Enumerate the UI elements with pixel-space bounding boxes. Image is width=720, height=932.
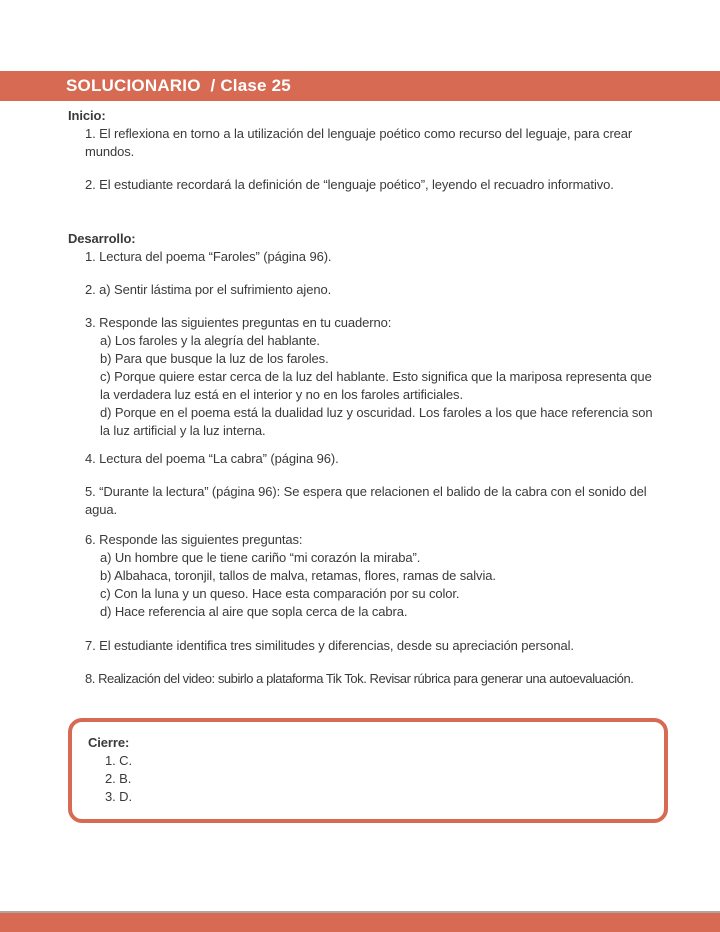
inicio-item-1: 1. El reflexiona en torno a la utilización del lenguaje poético como recurso del leguaje, para crear mundos. [85,126,633,159]
desarrollo-item-3-answer-b: b) Para que busque la luz de los faroles. [100,351,329,366]
cierre-answer-3: 3. D. [105,789,132,804]
section-heading-desarrollo: Desarrollo: [68,231,136,246]
desarrollo-item-6-answer-c: c) Con la luna y un queso. Hace esta comparación por su color. [100,586,460,601]
cierre-answer-2: 2. B. [105,771,132,786]
cierre-box [68,718,668,823]
document-body [0,107,720,823]
desarrollo-item-3-answer-a: a) Los faroles y la alegría del hablante. [100,333,320,348]
desarrollo-item-3-answer-d: d) Porque en el poema está la dualidad luz y oscuridad. Los faroles a los que hace referencia son la luz artificial y la luz interna. [100,405,653,438]
desarrollo-item-1: 1. Lectura del poema “Faroles” (página 96). [85,249,332,264]
desarrollo-item-4: 4. Lectura del poema “La cabra” (página 96). [85,451,339,466]
desarrollo-item-5: 5. “Durante la lectura” (página 96): Se espera que relacionen el balido de la cabra con el sonido del agua. [85,484,647,517]
desarrollo-item-3: 3. Responde las siguientes preguntas en tu cuaderno: [85,315,392,330]
desarrollo-item-6-answer-d: d) Hace referencia al aire que sopla cerca de la cabra. [100,604,408,619]
page-title: SOLUCIONARIO / Clase 25 [66,76,291,95]
desarrollo-item-6-answer-b: b) Albahaca, toronjil, tallos de malva, retamas, flores, ramas de salvia. [100,568,496,583]
header-bar [0,71,720,101]
inicio-item-2: 2. El estudiante recordará la definición de “lenguaje poético”, leyendo el recuadro informativo. [85,177,614,192]
section-heading-cierre: Cierre: [88,735,130,750]
desarrollo-item-8: 8. Realización del video: subirlo a plataforma Tik Tok. Revisar rúbrica para generar una autoevaluación. [85,671,634,686]
desarrollo-item-3-answer-c: c) Porque quiere estar cerca de la luz del hablante. Esto significa que la mariposa representa que la verdadera luz está en el interior y no en los faroles artificiales. [100,369,652,402]
top-margin [0,0,720,71]
cierre-answer-1: 1. C. [105,753,132,768]
desarrollo-item-7: 7. El estudiante identifica tres similitudes y diferencias, desde su apreciación personal. [85,638,574,653]
desarrollo-item-2: 2. a) Sentir lástima por el sufrimiento ajeno. [85,282,332,297]
desarrollo-item-6: 6. Responde las siguientes preguntas: [85,532,303,547]
desarrollo-item-6-answer-a: a) Un hombre que le tiene cariño “mi corazón la miraba”. [100,550,421,565]
section-heading-inicio: Inicio: [68,108,106,123]
footer-bar [0,911,720,932]
